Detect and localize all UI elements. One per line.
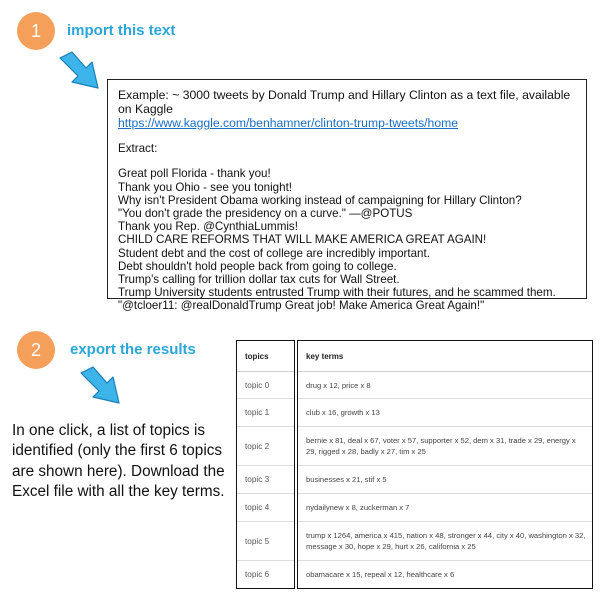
extract-label: Extract: — [118, 142, 158, 156]
tweet-lines — [118, 167, 576, 312]
key-terms-cell: businesses x 21, stif x 5 — [298, 466, 592, 494]
step-1-title: import this text — [67, 22, 176, 39]
topic-cell: topic 1 — [237, 399, 294, 427]
example-description: Example: ~ 3000 tweets by Donald Trump and Hillary Clinton as a text file, available on Kaggle — [118, 88, 571, 116]
tweet-line: Debt shouldn't hold people back from going to college. — [118, 259, 397, 273]
tweet-line: Trump University students entrusted Trump with their futures, and he scammed them. — [118, 286, 556, 300]
step-2-badge — [17, 331, 55, 369]
tweet-line: "@tcloer11: @realDonaldTrump Great job! Make America Great Again!" — [118, 299, 485, 313]
topic-cell: topic 5 — [237, 522, 294, 561]
key-terms-cell: trump x 1264, america x 415, nation x 48, stronger x 44, city x 40, washington x 32, message x 30, hope x 29, hurt x 26, california x 25 — [298, 522, 592, 561]
key-terms-header: key terms — [298, 341, 592, 372]
import-text-box — [107, 79, 587, 313]
arrow-right-down-icon — [79, 365, 125, 407]
topics-header: topics — [237, 341, 294, 372]
key-terms-cell: nydailynew x 8, zuckerman x 7 — [298, 494, 592, 522]
topic-cell: topic 4 — [237, 494, 294, 522]
step-2-number: 2 — [30, 339, 41, 360]
topic-cell: topic 0 — [237, 372, 294, 399]
tweet-line: Why isn't President Obama working instead of campaigning for Hillary Clinton? — [118, 193, 522, 207]
step-2-title: export the results — [70, 341, 196, 358]
tweet-line: "You don't grade the presidency on a curve." —@POTUS — [118, 207, 413, 221]
tweet-line: Great poll Florida - thank you! — [118, 167, 271, 181]
key-terms-column — [297, 340, 593, 589]
arrow-right-down-icon — [58, 50, 104, 92]
kaggle-link[interactable]: https://www.kaggle.com/benhamner/clinton-trump-tweets/home — [118, 116, 459, 130]
key-terms-cell: drug x 12, price x 8 — [298, 372, 592, 399]
results-description: In one click, a list of topics is identified (only the first 6 topics are shown here). Download the Excel file with all the key terms. — [12, 422, 225, 501]
topic-cell: topic 6 — [245, 570, 270, 579]
key-terms-cell: obamacare x 15, repeal x 12, healthcare x 6 — [306, 570, 455, 579]
step-1-badge — [17, 12, 55, 50]
tweet-line: Thank you Rep. @CynthiaLummis! — [118, 220, 298, 234]
tweet-line: Student debt and the cost of college are incredibly important. — [118, 246, 430, 260]
key-terms-cell: bernie x 81, deal x 67, voter x 57, supporter x 52, dem x 31, trade x 29, energy x 29, rigged x 28, badly x 27, tim x 25 — [298, 427, 592, 466]
tweet-line: Thank you Ohio - see you tonight! — [118, 180, 293, 194]
key-terms-cell: club x 16, growth x 13 — [298, 399, 592, 427]
tweet-line: CHILD CARE REFORMS THAT WILL MAKE AMERICA GREAT AGAIN! — [118, 233, 487, 247]
topic-cell: topic 3 — [237, 466, 294, 494]
step-1-number: 1 — [30, 20, 41, 41]
topic-cell: topic 2 — [237, 427, 294, 466]
tweet-line: Trump's calling for trillion dollar tax cuts for Wall Street. — [118, 273, 400, 287]
topics-column — [236, 340, 295, 589]
